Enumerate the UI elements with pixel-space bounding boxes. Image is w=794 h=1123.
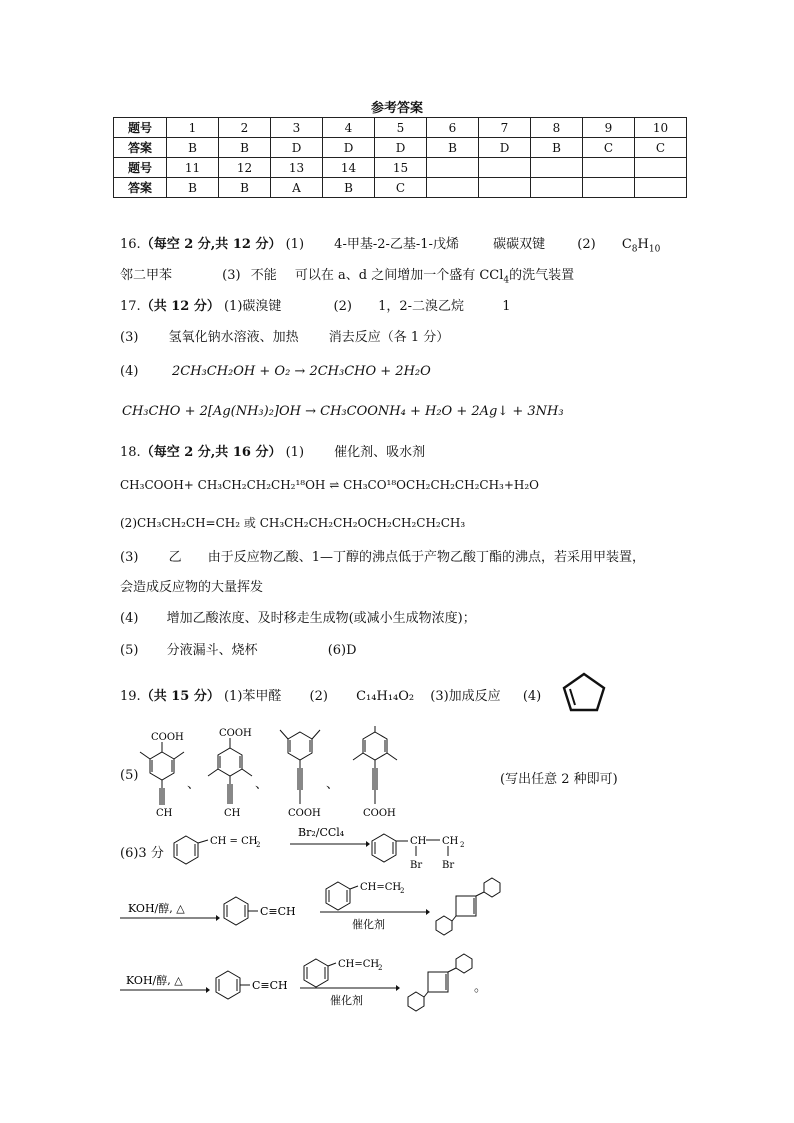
- arrow-cycloaddition-1: [320, 908, 430, 934]
- svg-text:2: 2: [378, 964, 383, 972]
- answer-table: [113, 117, 687, 198]
- svg-text:C≡CH: C≡CH: [252, 979, 288, 992]
- table-cell: 4: [323, 118, 375, 138]
- final-period: 。: [474, 980, 488, 995]
- table-cell: [635, 158, 687, 178]
- table-cell: 3: [271, 118, 323, 138]
- table-cell: [583, 158, 635, 178]
- table-row: [114, 158, 687, 178]
- table-cell: [479, 178, 531, 198]
- svg-text:CH: CH: [224, 808, 241, 819]
- isomer-structure-2: [200, 726, 270, 819]
- arrow-cycloaddition-2: [300, 984, 400, 1010]
- svg-text:CH: CH: [442, 836, 459, 847]
- table-cell: [531, 178, 583, 198]
- table-cell: D: [375, 138, 427, 158]
- table-cell: [479, 158, 531, 178]
- comma-1: 、: [187, 777, 201, 792]
- table-row: [114, 178, 687, 198]
- table-row: [114, 118, 687, 138]
- reagent-koh-label-1: KOH/醇, △: [128, 902, 185, 915]
- table-cell: 15: [375, 158, 427, 178]
- svg-text:Br: Br: [410, 860, 423, 871]
- table-cell: 7: [479, 118, 531, 138]
- table-row-header: 答案: [114, 138, 167, 158]
- svg-text:2: 2: [400, 887, 405, 895]
- q17-line1: 17.（共 12 分） (1)碳溴键 (2) 1，2-二溴乙烷 1: [120, 299, 511, 314]
- q16-answer-3: 可以在 a、d 之间增加一个盛有 CCl$_4$的洗气装置: [294, 268, 575, 286]
- table-cell: [583, 178, 635, 198]
- catalyst-label-1: 催化剂: [352, 918, 385, 931]
- phenylacetylene-structure-1: [220, 893, 310, 929]
- table-cell: B: [219, 138, 271, 158]
- table-cell: C: [583, 138, 635, 158]
- cyclobutene-product-1: [430, 876, 510, 942]
- q16-answer-bond: 碳碳双键: [493, 237, 546, 252]
- q17-equation-1: 2CH₃CH₂OH + O₂ → 2CH₃CHO + 2H₂O: [172, 364, 431, 379]
- reagent-br-label: Br₂/CCl₄: [298, 826, 345, 839]
- q16-line2: 邻二甲苯 (3) 不能 可以在 a、d 之间增加一个盛有 CCl$_4$的洗气装置: [120, 268, 575, 286]
- arrow-bromination: [290, 826, 370, 856]
- svg-text:CH=CH: CH=CH: [360, 882, 402, 893]
- svg-text:CH=CH: CH=CH: [338, 959, 380, 970]
- svg-text:2: 2: [460, 841, 465, 849]
- q16-formula: $C_8H_{10}$: [621, 237, 661, 255]
- arrow-elimination-2: [120, 972, 210, 998]
- table-cell: 10: [635, 118, 687, 138]
- table-cell: 8: [531, 118, 583, 138]
- dibromide-structure: [368, 828, 478, 874]
- q16-answer-name: 4-甲基-2-乙基-1-戊烯: [334, 237, 459, 252]
- table-cell: C: [635, 138, 687, 158]
- svg-text:C≡CH: C≡CH: [260, 905, 296, 918]
- table-row-header: 题号: [114, 118, 167, 138]
- table-cell: C: [375, 178, 427, 198]
- table-row-header: 答案: [114, 178, 167, 198]
- q18-part5: (5) 分液漏斗、烧杯 (6)D: [120, 643, 357, 658]
- table-cell: 5: [375, 118, 427, 138]
- table-cell: D: [479, 138, 531, 158]
- q19-part5-note: (写出任意 2 种即可): [500, 772, 618, 787]
- comma-3: 、: [326, 777, 340, 792]
- answer-key-title: 参考答案: [370, 101, 423, 116]
- q18-part3: (3) 乙 由于反应物乙酸、1—丁醇的沸点低于产物乙酸丁酯的沸点，若采用甲装置，: [120, 550, 645, 565]
- q19-line1: 19.（共 15 分） (1)苯甲醛 (2) C₁₄H₁₄O₂ (3)加成反应 (4): [120, 689, 542, 704]
- table-cell: 12: [219, 158, 271, 178]
- table-cell: [427, 178, 479, 198]
- table-cell: [531, 158, 583, 178]
- table-cell: D: [271, 138, 323, 158]
- q19-part6-label: (6)3 分: [120, 846, 164, 861]
- svg-text:Br: Br: [442, 860, 455, 871]
- catalyst-label-2: 催化剂: [330, 994, 363, 1007]
- q18-part2: (2)CH₃CH₂CH=CH₂ 或 CH₃CH₂CH₂CH₂OCH₂CH₂CH₂CH₃: [120, 516, 466, 530]
- q17-line3: (3) 氢氧化钠水溶液、加热 消去反应（各 1 分）: [120, 330, 450, 345]
- table-cell: [427, 158, 479, 178]
- table-cell: 14: [323, 158, 375, 178]
- table-row-header: 题号: [114, 158, 167, 178]
- q16-number: 16: [120, 237, 137, 252]
- isomer-structure-3: [270, 720, 340, 820]
- q17-equation-2: CH₃CHO + 2[Ag(NH₃)₂]OH → CH₃COONH₄ + H₂O + 2Ag↓ + 3NH₃: [122, 404, 564, 419]
- table-cell: 9: [583, 118, 635, 138]
- arrow-elimination-1: [120, 900, 220, 926]
- phenylacetylene-structure-2: [212, 967, 302, 1003]
- table-cell: B: [167, 138, 219, 158]
- svg-text:CH: CH: [156, 808, 173, 819]
- table-cell: B: [167, 178, 219, 198]
- svg-text:CH = CH: CH = CH: [210, 836, 258, 847]
- cyclobutene-product-2: [402, 952, 482, 1018]
- q18-equation: CH₃COOH+ CH₃CH₂CH₂CH₂¹⁸OH ⇌ CH₃CO¹⁸OCH₂CH₂CH₂CH₃+H₂O: [120, 478, 540, 492]
- table-cell: B: [323, 178, 375, 198]
- table-cell: [635, 178, 687, 198]
- table-cell: A: [271, 178, 323, 198]
- reagent-koh-label-2: KOH/醇, △: [126, 974, 183, 987]
- q16-score: （每空 2 分,共 12 分）: [140, 237, 282, 252]
- svg-text:CH: CH: [410, 836, 427, 847]
- svg-text:COOH: COOH: [363, 808, 396, 819]
- table-row: [114, 138, 687, 158]
- table-cell: 11: [167, 158, 219, 178]
- table-cell: 6: [427, 118, 479, 138]
- table-cell: 13: [271, 158, 323, 178]
- q18-part3-cont: 会造成反应物的大量挥发: [120, 580, 264, 595]
- isomer-structure-4: [345, 720, 415, 820]
- table-cell: 1: [167, 118, 219, 138]
- q16-line1: 16.（每空 2 分,共 12 分） (1) 4-甲基-2-乙基-1-戊烯 碳碳双键 (2) $C_8H_{10}$: [120, 237, 661, 255]
- q17-part4-label: (4): [120, 364, 139, 379]
- comma-2: 、: [255, 777, 269, 792]
- styrene-structure: [170, 832, 280, 868]
- svg-text:2: 2: [256, 841, 261, 849]
- q18-part4: (4) 增加乙酸浓度、及时移走生成物(或减小生成物浓度)；: [120, 611, 476, 626]
- q18-line1: 18.（每空 2 分,共 16 分） (1) 催化剂、吸水剂: [120, 445, 426, 460]
- table-cell: D: [323, 138, 375, 158]
- svg-text:COOH: COOH: [288, 808, 321, 819]
- table-cell: B: [219, 178, 271, 198]
- svg-text:COOH: COOH: [219, 728, 252, 739]
- table-cell: B: [531, 138, 583, 158]
- q19-part5-label: (5): [120, 768, 139, 783]
- cyclopentene-structure: [560, 672, 610, 712]
- table-cell: B: [427, 138, 479, 158]
- table-cell: 2: [219, 118, 271, 138]
- svg-text:COOH: COOH: [151, 732, 184, 743]
